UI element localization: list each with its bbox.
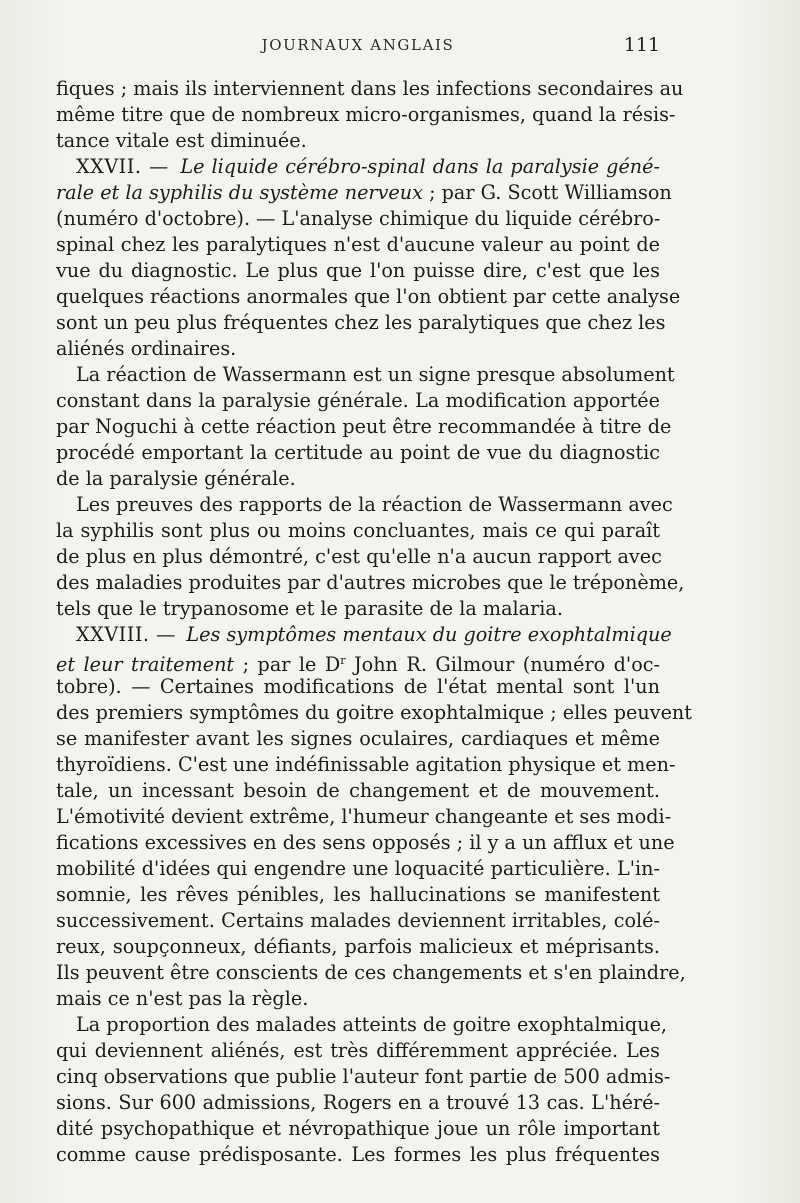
text-segment: successivement. Certains malades deviennent irritables, colé- xyxy=(56,909,660,932)
article-title: Les symptômes mentaux du goitre exophtalmique xyxy=(186,623,672,646)
text-line xyxy=(56,1012,668,1038)
text-line xyxy=(56,492,673,518)
text-line xyxy=(56,128,660,154)
text-segment: Les preuves des rapports de la réaction de Wassermann avec xyxy=(76,493,673,516)
text-line xyxy=(56,518,660,544)
text-line xyxy=(56,102,676,128)
text-line xyxy=(56,1116,660,1142)
text-line xyxy=(56,804,672,830)
text-line xyxy=(56,544,660,570)
text-line xyxy=(56,700,692,726)
text-line xyxy=(56,752,676,778)
text-segment: même titre que de nombreux micro-organismes, quand la résis- xyxy=(56,103,676,126)
text-line xyxy=(56,856,660,882)
text-segment: mobilité d'idées qui engendre une loquacité particulière. L'in- xyxy=(56,857,660,880)
text-segment: par Noguchi à cette réaction peut être recommandée à titre de xyxy=(56,415,672,438)
text-segment: r xyxy=(340,654,346,667)
text-line xyxy=(56,310,666,336)
text-segment: dité psychopathique et névropathique joue un rôle important xyxy=(56,1117,660,1140)
text-segment: Ils peuvent être conscients de ces changements et s'en plaindre, xyxy=(56,961,686,984)
running-title: JOURNAUX ANGLAIS xyxy=(261,36,455,54)
text-line xyxy=(56,362,675,388)
text-segment: sions. Sur 600 admissions, Rogers en a trouvé 13 cas. L'héré- xyxy=(56,1091,660,1114)
text-line xyxy=(56,674,660,700)
text-segment: La réaction de Wassermann est un signe presque absolument xyxy=(76,363,675,386)
text-segment: John R. Gilmour (numéro d'oc- xyxy=(345,653,660,676)
text-segment: des maladies produites par d'autres microbes que le tréponème, xyxy=(56,571,685,594)
text-segment: tobre). — Certaines modifications de l'état mental sont l'un xyxy=(56,675,660,698)
text-line xyxy=(56,882,660,908)
body-text xyxy=(56,76,692,1168)
text-segment: des premiers symptômes du goitre exophtalmique ; elles peuvent xyxy=(56,701,692,724)
text-segment: procédé emportant la certitude au point de vue du diagnostic xyxy=(56,441,660,464)
text-segment: cinq observations que publie l'auteur font partie de 500 admis- xyxy=(56,1065,671,1088)
text-segment: de la paralysie générale. xyxy=(56,467,296,490)
text-line xyxy=(56,206,660,232)
text-line xyxy=(56,1064,671,1090)
text-segment: La proportion des malades atteints de goitre exophtalmique, xyxy=(76,1013,668,1036)
text-segment: fiques ; mais ils interviennent dans les infections secondaires au xyxy=(56,77,684,100)
text-segment: de plus en plus démontré, c'est qu'elle n'a aucun rapport avec xyxy=(56,545,662,568)
text-line xyxy=(56,1090,660,1116)
article-title: Le liquide cérébro-spinal dans la paralysie géné- xyxy=(180,155,660,178)
text-segment: constant dans la paralysie générale. La modification apportée xyxy=(56,389,660,412)
text-segment: aliénés ordinaires. xyxy=(56,337,237,360)
text-segment: vue du diagnostic. Le plus que l'on puisse dire, c'est que les xyxy=(56,259,660,282)
text-segment: thyroïdiens. C'est une indéfinissable agitation physique et men- xyxy=(56,753,676,776)
page-number: 111 xyxy=(623,34,660,56)
text-line xyxy=(56,596,660,622)
text-line xyxy=(56,466,660,492)
text-segment: la syphilis sont plus ou moins concluantes, mais ce qui paraît xyxy=(56,519,660,542)
text-segment: L'émotivité devient extrême, l'humeur changeante et ses modi- xyxy=(56,805,672,828)
text-line xyxy=(56,648,660,674)
text-segment: reux, soupçonneux, défiants, parfois malicieux et méprisants. xyxy=(56,935,660,958)
text-segment: somnie, les rêves pénibles, les hallucinations se manifestent xyxy=(56,883,660,906)
text-line xyxy=(56,180,672,206)
article-title: et leur traitement xyxy=(56,653,235,676)
text-line xyxy=(56,258,660,284)
page-header xyxy=(56,34,660,58)
text-line xyxy=(56,960,686,986)
text-line xyxy=(56,76,684,102)
text-line xyxy=(56,336,660,362)
text-segment: spinal chez les paralytiques n'est d'aucune valeur au point de xyxy=(56,233,660,256)
text-line xyxy=(56,388,660,414)
text-segment: comme cause prédisposante. Les formes les plus fréquentes xyxy=(56,1143,660,1166)
text-line xyxy=(56,986,660,1012)
text-line xyxy=(56,284,681,310)
text-segment: quelques réactions anormales que l'on obtient par cette analyse xyxy=(56,285,681,308)
text-line xyxy=(56,1038,660,1064)
text-line xyxy=(56,440,660,466)
text-segment: fications excessives en des sens opposés ; il y a un afflux et une xyxy=(56,831,675,854)
section-number: XXVII. — xyxy=(76,155,177,178)
text-segment: (numéro d'octobre). — L'analyse chimique du liquide cérébro- xyxy=(56,207,661,230)
text-line xyxy=(56,830,675,856)
text-segment: tale, un incessant besoin de changement et de mouvement. xyxy=(56,779,660,802)
text-segment: sont un peu plus fréquentes chez les paralytiques que chez les xyxy=(56,311,666,334)
text-line xyxy=(56,726,660,752)
text-line xyxy=(56,414,672,440)
text-line xyxy=(56,1142,660,1168)
text-line xyxy=(56,154,660,180)
text-segment: tance vitale est diminuée. xyxy=(56,129,307,152)
text-segment: qui deviennent aliénés, est très différemment appréciée. Les xyxy=(56,1039,660,1062)
text-segment: mais ce n'est pas la règle. xyxy=(56,987,309,1010)
text-segment: ; par G. Scott Williamson xyxy=(422,181,672,204)
text-line xyxy=(56,570,685,596)
text-segment: tels que le trypanosome et le parasite de la malaria. xyxy=(56,597,563,620)
text-line xyxy=(56,622,672,648)
text-line xyxy=(56,778,660,804)
section-number: XXVIII. — xyxy=(76,623,183,646)
text-line xyxy=(56,908,660,934)
text-line xyxy=(56,232,660,258)
article-title: rale et la syphilis du système nerveux xyxy=(56,181,423,204)
text-segment: se manifester avant les signes oculaires, cardiaques et même xyxy=(56,727,660,750)
text-segment: ; par le D xyxy=(234,653,341,676)
text-line xyxy=(56,934,660,960)
